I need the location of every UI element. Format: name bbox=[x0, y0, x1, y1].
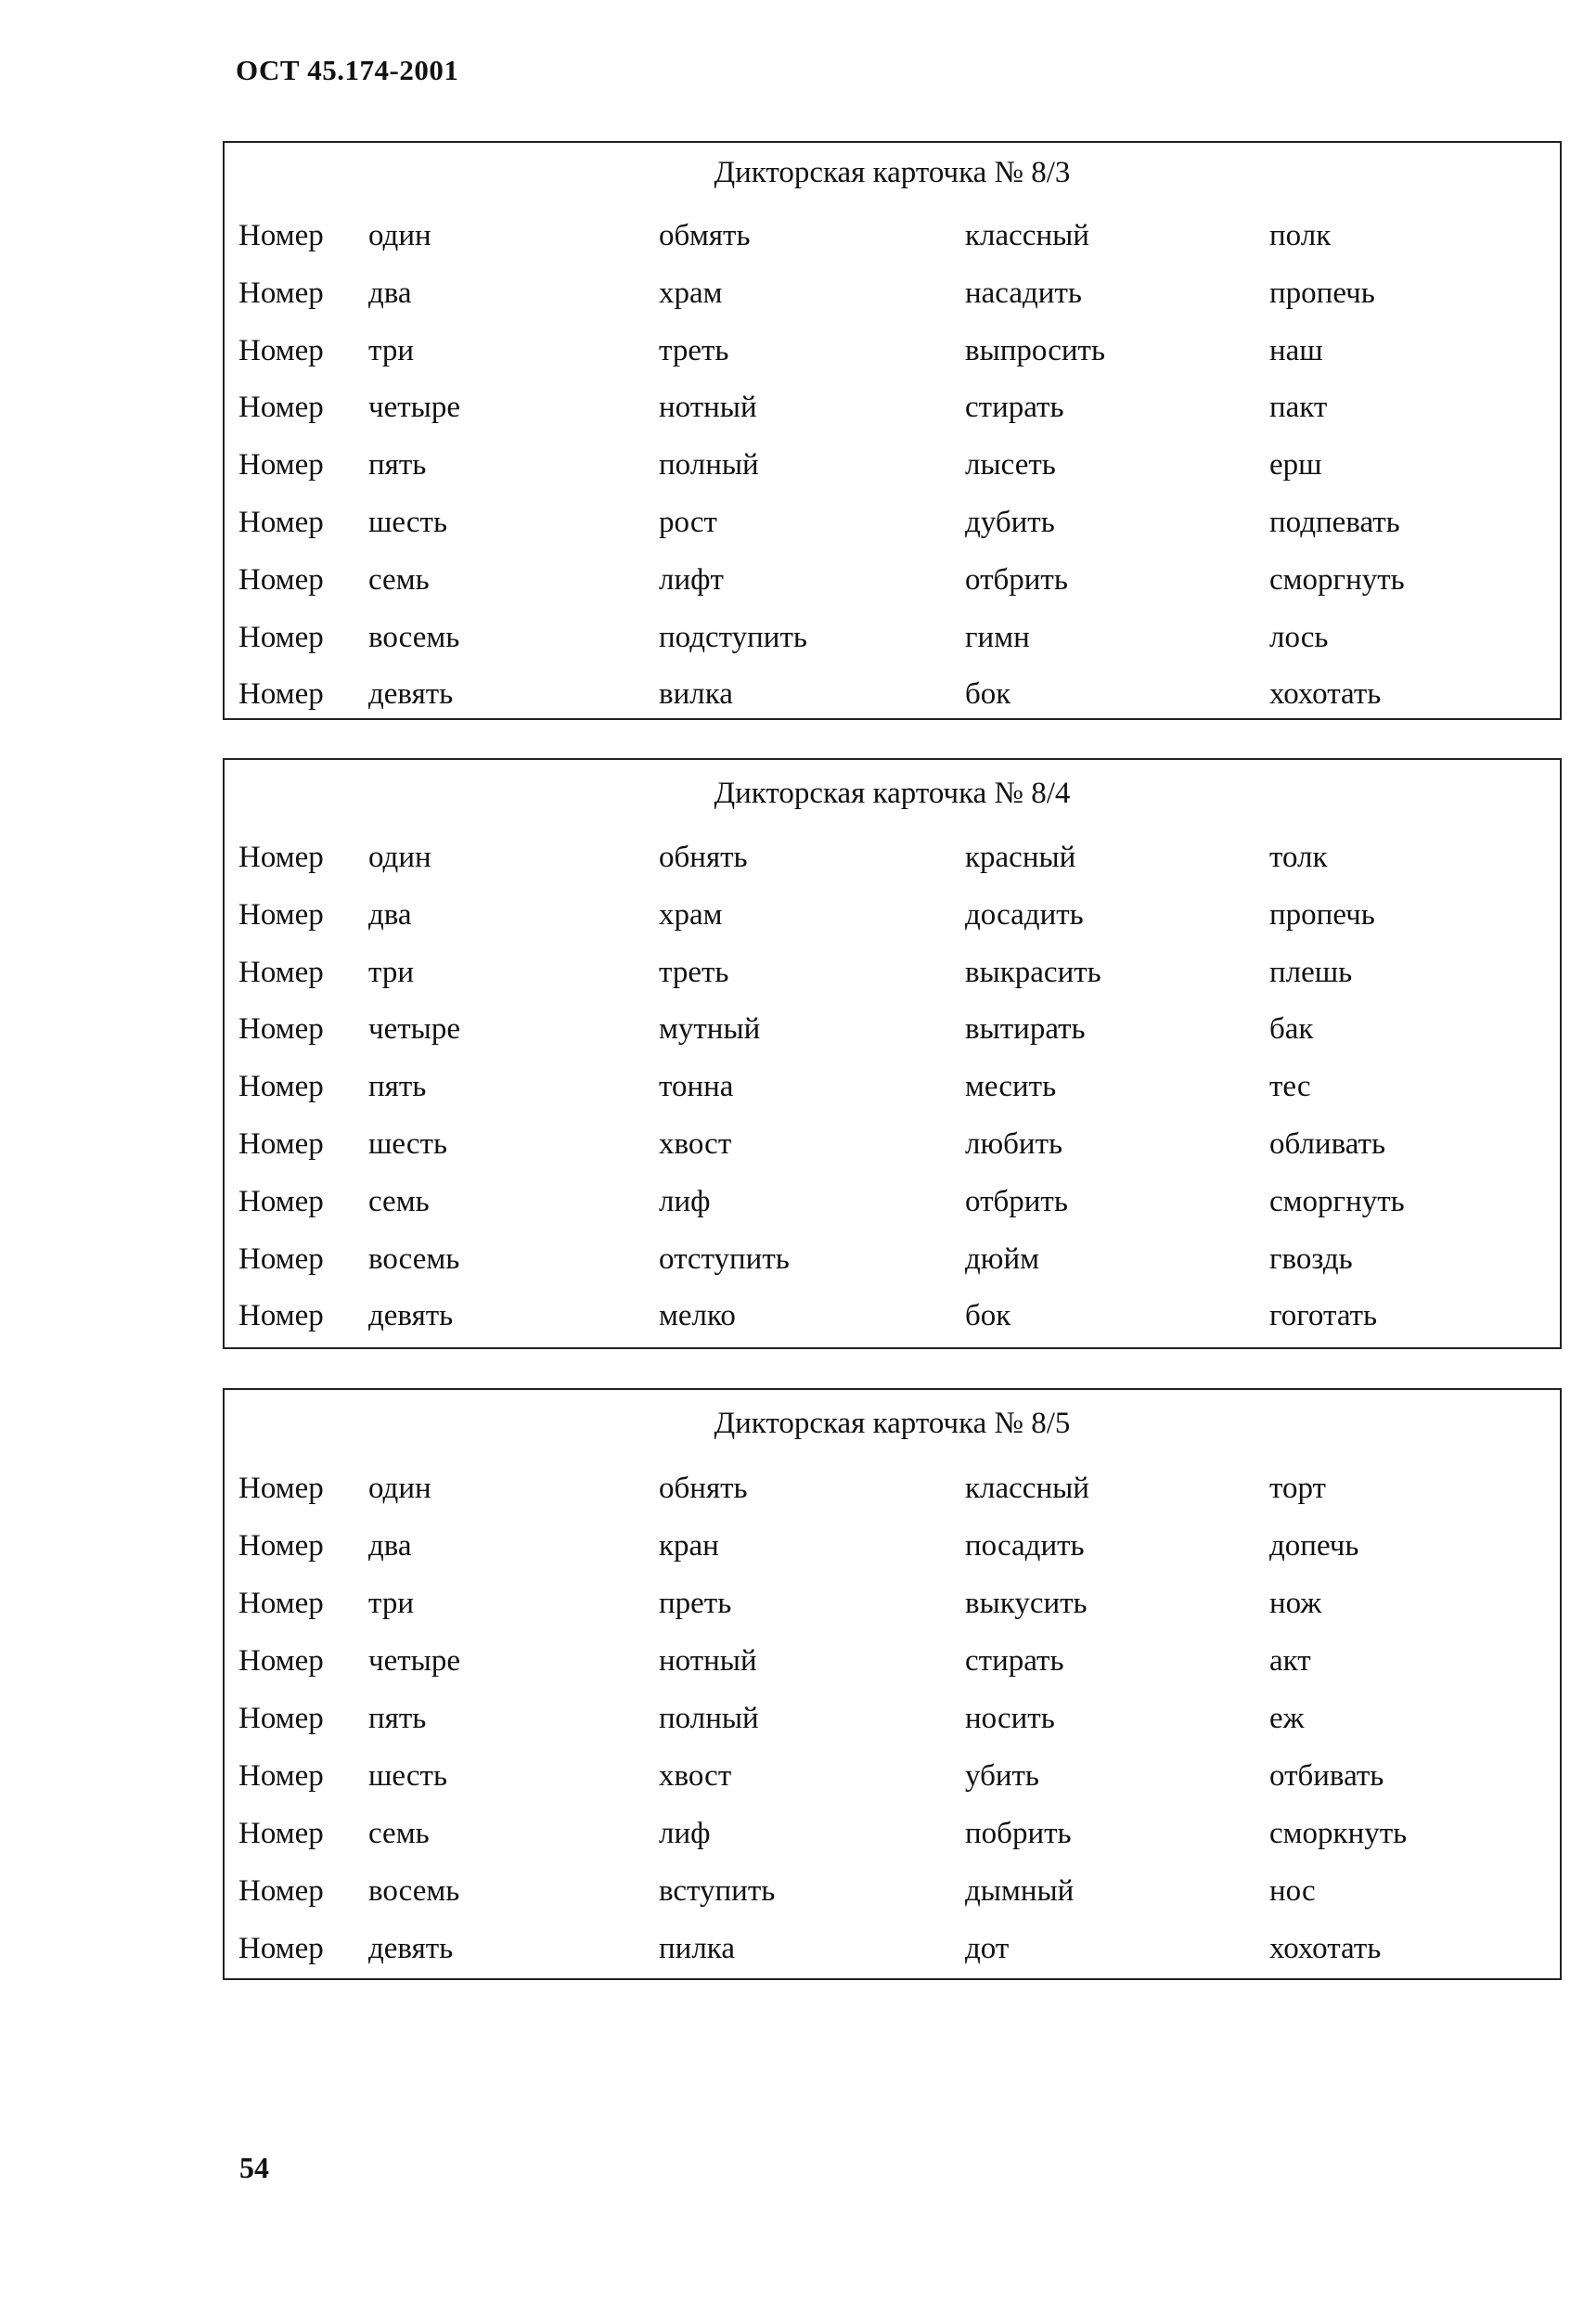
cell-label: Номер bbox=[238, 841, 324, 874]
cell-label: Номер bbox=[238, 563, 324, 597]
card-row bbox=[225, 1759, 1560, 1815]
cell-number: два bbox=[368, 1529, 412, 1563]
cell-word-a: обмять bbox=[659, 219, 751, 252]
cell-word-a: мелко bbox=[659, 1299, 736, 1332]
cell-word-a: нотный bbox=[659, 1644, 757, 1678]
cell-word-a: хвост bbox=[659, 1127, 732, 1161]
card-row bbox=[225, 621, 1560, 676]
cell-label: Номер bbox=[238, 1587, 324, 1620]
cell-word-a: лифт bbox=[659, 563, 724, 597]
cell-word-b: убить bbox=[965, 1759, 1039, 1793]
cell-word-b: любить bbox=[965, 1127, 1063, 1161]
cell-word-a: полный bbox=[659, 448, 759, 482]
card-title: Дикторская карточка № 8/3 bbox=[714, 156, 1071, 189]
cell-number: один bbox=[368, 1472, 431, 1505]
cell-word-a: нотный bbox=[659, 391, 757, 424]
cell-number: один bbox=[368, 841, 431, 874]
cell-label: Номер bbox=[238, 1299, 324, 1332]
cell-word-a: обнять bbox=[659, 841, 748, 874]
cell-number: четыре bbox=[368, 391, 460, 424]
cell-number: семь bbox=[368, 1817, 430, 1850]
cell-word-c: еж bbox=[1269, 1702, 1305, 1735]
cell-label: Номер bbox=[238, 956, 324, 989]
cell-word-c: хохотать bbox=[1269, 1932, 1382, 1965]
card-row bbox=[225, 1012, 1560, 1068]
cell-word-c: сморгнуть bbox=[1269, 563, 1405, 597]
cell-word-b: выпросить bbox=[965, 334, 1106, 367]
cell-word-b: насадить bbox=[965, 277, 1082, 310]
cell-word-c: нос bbox=[1269, 1874, 1316, 1908]
cell-word-c: отбивать bbox=[1269, 1759, 1384, 1793]
cell-word-b: бок bbox=[965, 677, 1011, 711]
card-title: Дикторская карточка № 8/4 bbox=[714, 777, 1071, 810]
cell-word-b: дубить bbox=[965, 506, 1055, 539]
cell-word-b: выкусить bbox=[965, 1587, 1088, 1620]
cell-word-b: классный bbox=[965, 1472, 1089, 1505]
card-row bbox=[225, 1702, 1560, 1757]
cell-word-b: побрить bbox=[965, 1817, 1072, 1850]
cell-number: шесть bbox=[368, 506, 447, 539]
cell-word-c: гвоздь bbox=[1269, 1242, 1353, 1276]
cell-label: Номер bbox=[238, 898, 324, 932]
card-row bbox=[225, 956, 1560, 1011]
cell-number: три bbox=[368, 334, 414, 367]
cell-word-b: отбрить bbox=[965, 563, 1068, 597]
cell-word-c: подпевать bbox=[1269, 506, 1400, 539]
cell-number: восемь bbox=[368, 1874, 460, 1908]
cell-word-a: вступить bbox=[659, 1874, 776, 1908]
cell-word-b: стирать bbox=[965, 391, 1064, 424]
cell-word-b: классный bbox=[965, 219, 1089, 252]
card-row bbox=[225, 391, 1560, 446]
cell-word-b: дот bbox=[965, 1932, 1010, 1965]
cell-number: семь bbox=[368, 1185, 430, 1218]
card-row bbox=[225, 506, 1560, 561]
cell-label: Номер bbox=[238, 1874, 324, 1908]
cell-word-b: лысеть bbox=[965, 448, 1056, 482]
cell-word-c: нож bbox=[1269, 1587, 1322, 1620]
cell-label: Номер bbox=[238, 1644, 324, 1678]
announcer-card-8-5 bbox=[223, 1388, 1562, 1980]
cell-word-c: торт bbox=[1269, 1472, 1326, 1505]
cell-label: Номер bbox=[238, 277, 324, 310]
cell-number: два bbox=[368, 277, 412, 310]
announcer-card-8-3 bbox=[223, 141, 1562, 720]
page-number: 54 bbox=[239, 2151, 269, 2184]
cell-word-a: лиф bbox=[659, 1185, 711, 1218]
cell-word-a: хвост bbox=[659, 1759, 732, 1793]
cell-label: Номер bbox=[238, 219, 324, 252]
card-row bbox=[225, 563, 1560, 619]
cell-number: один bbox=[368, 219, 431, 252]
cell-word-a: лиф bbox=[659, 1817, 711, 1850]
cell-number: восемь bbox=[368, 1242, 460, 1276]
cell-word-a: вилка bbox=[659, 677, 733, 711]
cell-word-c: ерш bbox=[1269, 448, 1322, 482]
card-row bbox=[225, 1529, 1560, 1585]
card-row bbox=[225, 1817, 1560, 1872]
cell-number: пять bbox=[368, 448, 427, 482]
cell-word-b: стирать bbox=[965, 1644, 1064, 1678]
cell-word-a: храм bbox=[659, 277, 723, 310]
card-row bbox=[225, 219, 1560, 275]
cell-label: Номер bbox=[238, 1127, 324, 1161]
cell-word-c: толк bbox=[1269, 841, 1328, 874]
cell-number: девять bbox=[368, 1932, 454, 1965]
cell-word-c: полк bbox=[1269, 219, 1332, 252]
cell-word-c: бак bbox=[1269, 1012, 1314, 1046]
cell-word-a: тонна bbox=[659, 1070, 734, 1103]
cell-word-c: пропечь bbox=[1269, 277, 1375, 310]
cell-word-c: плешь bbox=[1269, 956, 1353, 989]
cell-label: Номер bbox=[238, 1185, 324, 1218]
cell-number: пять bbox=[368, 1702, 427, 1735]
cell-word-a: подступить bbox=[659, 621, 807, 654]
card-row bbox=[225, 1299, 1560, 1355]
document-code-header: ОСТ 45.174-2001 bbox=[236, 54, 459, 86]
cell-word-a: обнять bbox=[659, 1472, 748, 1505]
cell-number: семь bbox=[368, 563, 430, 597]
cell-word-a: рост bbox=[659, 506, 717, 539]
cell-number: шесть bbox=[368, 1127, 447, 1161]
announcer-card-8-4 bbox=[223, 758, 1562, 1349]
card-row bbox=[225, 334, 1560, 390]
cell-word-c: наш bbox=[1269, 334, 1323, 367]
cell-word-a: полный bbox=[659, 1702, 759, 1735]
card-row bbox=[225, 1874, 1560, 1930]
card-row bbox=[225, 1932, 1560, 1988]
cell-word-c: гоготать bbox=[1269, 1299, 1378, 1332]
card-row bbox=[225, 277, 1560, 332]
card-row bbox=[225, 1587, 1560, 1642]
cell-label: Номер bbox=[238, 1702, 324, 1735]
card-row bbox=[225, 448, 1560, 504]
cell-label: Номер bbox=[238, 1759, 324, 1793]
cell-word-b: досадить bbox=[965, 898, 1084, 932]
cell-word-c: пакт bbox=[1269, 391, 1328, 424]
cell-number: четыре bbox=[368, 1012, 460, 1046]
cell-label: Номер bbox=[238, 334, 324, 367]
card-row bbox=[225, 1644, 1560, 1700]
cell-word-b: носить bbox=[965, 1702, 1055, 1735]
cell-word-c: акт bbox=[1269, 1644, 1311, 1678]
cell-word-c: допечь bbox=[1269, 1529, 1359, 1563]
cell-label: Номер bbox=[238, 1817, 324, 1850]
card-row bbox=[225, 898, 1560, 954]
cell-word-a: преть bbox=[659, 1587, 732, 1620]
cell-label: Номер bbox=[238, 677, 324, 711]
cell-word-b: гимн bbox=[965, 621, 1030, 654]
cell-number: девять bbox=[368, 1299, 454, 1332]
cell-word-a: мутный bbox=[659, 1012, 761, 1046]
cell-number: девять bbox=[368, 677, 454, 711]
cell-word-c: лось bbox=[1269, 621, 1329, 654]
cell-word-b: отбрить bbox=[965, 1185, 1068, 1218]
cell-word-c: пропечь bbox=[1269, 898, 1375, 932]
cell-number: пять bbox=[368, 1070, 427, 1103]
card-row bbox=[225, 1127, 1560, 1183]
cell-label: Номер bbox=[238, 1529, 324, 1563]
cell-number: три bbox=[368, 1587, 414, 1620]
cell-word-a: пилка bbox=[659, 1932, 735, 1965]
cell-word-b: дымный bbox=[965, 1874, 1075, 1908]
cell-word-a: отступить bbox=[659, 1242, 790, 1276]
cell-label: Номер bbox=[238, 1932, 324, 1965]
cell-word-a: кран bbox=[659, 1529, 719, 1563]
cell-label: Номер bbox=[238, 1472, 324, 1505]
card-row bbox=[225, 1070, 1560, 1126]
cell-word-b: месить bbox=[965, 1070, 1057, 1103]
cell-label: Номер bbox=[238, 391, 324, 424]
cell-number: четыре bbox=[368, 1644, 460, 1678]
card-row bbox=[225, 677, 1560, 733]
cell-label: Номер bbox=[238, 448, 324, 482]
cell-word-c: тес bbox=[1269, 1070, 1311, 1103]
card-row bbox=[225, 1242, 1560, 1298]
cell-label: Номер bbox=[238, 1070, 324, 1103]
card-row bbox=[225, 841, 1560, 896]
cell-number: восемь bbox=[368, 621, 460, 654]
cell-label: Номер bbox=[238, 1242, 324, 1276]
cell-word-a: треть bbox=[659, 956, 729, 989]
cell-word-a: храм bbox=[659, 898, 723, 932]
cell-word-c: обливать bbox=[1269, 1127, 1386, 1161]
cell-word-b: красный bbox=[965, 841, 1076, 874]
cell-word-b: дюйм bbox=[965, 1242, 1039, 1276]
card-row bbox=[225, 1185, 1560, 1241]
cell-word-b: посадить bbox=[965, 1529, 1085, 1563]
cell-word-b: выкрасить bbox=[965, 956, 1101, 989]
cell-word-b: бок bbox=[965, 1299, 1011, 1332]
cell-word-c: сморгнуть bbox=[1269, 1185, 1405, 1218]
card-title: Дикторская карточка № 8/5 bbox=[714, 1407, 1071, 1440]
cell-label: Номер bbox=[238, 621, 324, 654]
cell-number: три bbox=[368, 956, 414, 989]
cell-word-c: хохотать bbox=[1269, 677, 1382, 711]
card-row bbox=[225, 1472, 1560, 1527]
cell-label: Номер bbox=[238, 1012, 324, 1046]
cell-number: два bbox=[368, 898, 412, 932]
cell-number: шесть bbox=[368, 1759, 447, 1793]
cell-word-c: сморкнуть bbox=[1269, 1817, 1408, 1850]
cell-word-b: вытирать bbox=[965, 1012, 1086, 1046]
cell-word-a: треть bbox=[659, 334, 729, 367]
cell-label: Номер bbox=[238, 506, 324, 539]
